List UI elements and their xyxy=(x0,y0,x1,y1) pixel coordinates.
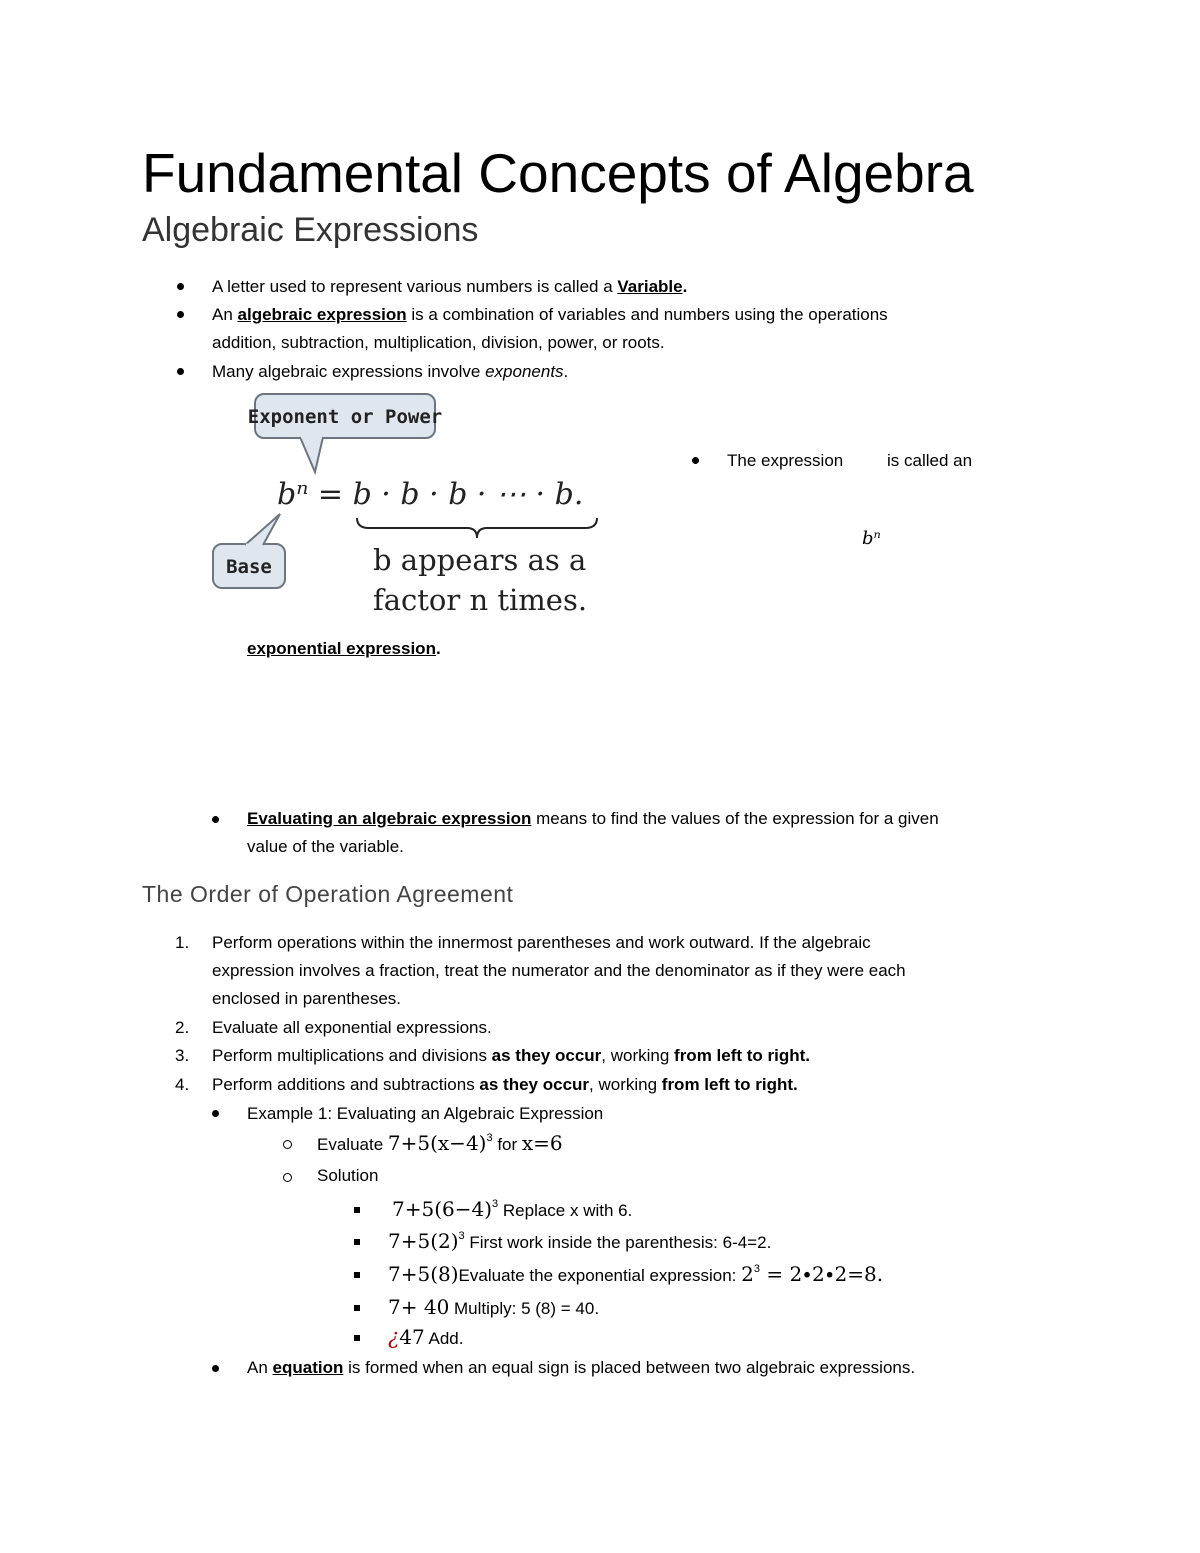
text: . xyxy=(805,1046,811,1065)
text: An xyxy=(212,305,238,324)
text: , working xyxy=(589,1075,662,1094)
list-number: 1. xyxy=(175,933,190,952)
text: First work inside the parenthesis: 6-4=2. xyxy=(464,1233,772,1252)
math-exponent: 3 xyxy=(492,1198,499,1210)
text-bold: from left to right xyxy=(674,1046,806,1065)
order-item-2: Evaluate all exponential expressions. xyxy=(212,1018,492,1037)
order-item-1-line2: expression involves a fraction, treat the numerator and the denominator as if they were each xyxy=(212,961,906,980)
section-heading-order-of-operations: The Order of Operation Agreement xyxy=(142,881,514,907)
term-algebraic-expression: algebraic expression xyxy=(237,305,407,324)
bullet-icon xyxy=(212,816,219,823)
callout-base-pointer xyxy=(245,514,280,545)
term-exponential-expression: exponential expression xyxy=(247,639,436,658)
order-item-1-line1: Perform operations within the innermost parentheses and work outward. If the algebraic xyxy=(212,933,871,952)
order-item-4 xyxy=(212,1071,798,1099)
math-exponent: 3 xyxy=(458,1230,465,1242)
bullet-icon xyxy=(177,311,184,318)
example-solution-label: Solution xyxy=(317,1166,379,1185)
text: Evaluate the exponential expression: xyxy=(458,1266,742,1285)
term-evaluating: Evaluating an algebraic expression xyxy=(247,809,532,828)
text: . xyxy=(435,639,441,658)
text: means to find the values of the expression for a given xyxy=(531,809,939,828)
text: Multiply: 5 (8) = 40. xyxy=(449,1299,600,1318)
text: Evaluate xyxy=(317,1135,388,1154)
page-title: Fundamental Concepts of Algebra xyxy=(142,142,974,204)
sub-bullet-icon xyxy=(283,1173,292,1182)
list-number: 3. xyxy=(175,1046,190,1065)
text: is formed when an equal sign is placed between two algebraic expressions. xyxy=(343,1358,916,1377)
bullet-icon xyxy=(692,457,699,464)
text: An xyxy=(247,1358,273,1377)
sub-sub-bullet-icon xyxy=(354,1305,360,1311)
text: Perform multiplications and divisions xyxy=(212,1046,492,1065)
bullet-variable xyxy=(212,273,687,301)
bullet-icon xyxy=(212,1110,219,1117)
brace-label-line2: factor n times. xyxy=(373,583,588,617)
solution-step-2 xyxy=(388,1227,771,1257)
exponent-figure xyxy=(205,390,625,622)
bullet-evaluating xyxy=(247,805,939,833)
text: , working xyxy=(601,1046,675,1065)
example-title: Example 1: Evaluating an Algebraic Expression xyxy=(247,1104,604,1123)
text: . xyxy=(682,277,688,296)
solution-step-3 xyxy=(388,1260,883,1290)
math-expression: 47 xyxy=(399,1325,425,1349)
math-expression: 7+ 40 xyxy=(388,1295,450,1319)
math-expression: 7+5(8) xyxy=(388,1262,459,1286)
sub-sub-bullet-icon xyxy=(354,1239,360,1245)
term-equation: equation xyxy=(272,1358,344,1377)
bullet-icon xyxy=(177,283,184,290)
callout-exponent-label: Exponent or Power xyxy=(247,406,443,428)
order-item-1-line3: enclosed in parentheses. xyxy=(212,989,402,1008)
order-item-3 xyxy=(212,1042,810,1070)
text: Replace x with 6. xyxy=(498,1201,633,1220)
math-expression: = 2∙2∙2=8. xyxy=(759,1262,884,1286)
text: Perform additions and subtractions xyxy=(212,1075,480,1094)
bullet-algebraic-expression xyxy=(212,301,888,329)
sub-bullet-icon xyxy=(283,1140,292,1149)
example-evaluate xyxy=(317,1129,563,1159)
equation-error-mark: ¿ xyxy=(388,1325,400,1349)
bullet-algebraic-expression-line2: addition, subtraction, multiplication, division, power, or roots. xyxy=(212,333,665,352)
exponent-equation: bⁿ = b · b · b · ⋯ · b. xyxy=(277,477,584,512)
callout-base-label: Base xyxy=(226,556,272,578)
text: . xyxy=(793,1075,798,1094)
list-number: 2. xyxy=(175,1018,190,1037)
section-heading-algebraic-expressions: Algebraic Expressions xyxy=(142,211,479,249)
math-expression: 7+5(x−4) xyxy=(387,1131,487,1155)
text: is a combination of variables and numbers using the operations xyxy=(406,305,888,324)
math-exponent: 3 xyxy=(753,1263,760,1275)
text-bold: from left to right xyxy=(661,1075,794,1094)
text: Many algebraic expressions involve xyxy=(212,362,486,381)
side-math-bn: bⁿ xyxy=(862,528,881,549)
text-bold: as they occur xyxy=(491,1046,602,1065)
side-text-called: is called an xyxy=(887,451,973,470)
callout-exponent-pointer xyxy=(300,437,323,472)
bullet-icon xyxy=(212,1365,219,1372)
sub-sub-bullet-icon xyxy=(354,1207,360,1213)
text: . xyxy=(563,362,569,381)
bullet-exponents xyxy=(212,358,568,386)
math-exponent: 3 xyxy=(486,1132,493,1144)
underbrace xyxy=(357,518,597,538)
solution-step-5 xyxy=(388,1323,463,1353)
bullet-icon xyxy=(177,368,184,375)
sub-sub-bullet-icon xyxy=(354,1335,360,1341)
term-variable: Variable xyxy=(617,277,683,296)
math-expression: 2 xyxy=(741,1262,754,1286)
bullet-evaluating-line2: value of the variable. xyxy=(247,837,404,856)
exponential-expression-term xyxy=(247,635,441,663)
text: Add. xyxy=(424,1329,464,1348)
text-bold: as they occur xyxy=(479,1075,590,1094)
solution-step-1 xyxy=(392,1195,632,1225)
term-exponents: exponents xyxy=(485,362,564,381)
math-condition: x=6 xyxy=(521,1131,563,1155)
sub-sub-bullet-icon xyxy=(354,1272,360,1278)
brace-label-line1: b appears as a xyxy=(373,543,587,577)
solution-step-4 xyxy=(388,1293,599,1323)
text: for xyxy=(492,1135,522,1154)
bullet-equation xyxy=(247,1354,915,1382)
side-text-expression: The expression xyxy=(727,451,844,470)
list-number: 4. xyxy=(175,1075,190,1094)
math-expression: 7+5(6−4) xyxy=(392,1197,493,1221)
math-expression: 7+5(2) xyxy=(388,1229,459,1253)
text: A letter used to represent various numbers is called a xyxy=(212,277,618,296)
